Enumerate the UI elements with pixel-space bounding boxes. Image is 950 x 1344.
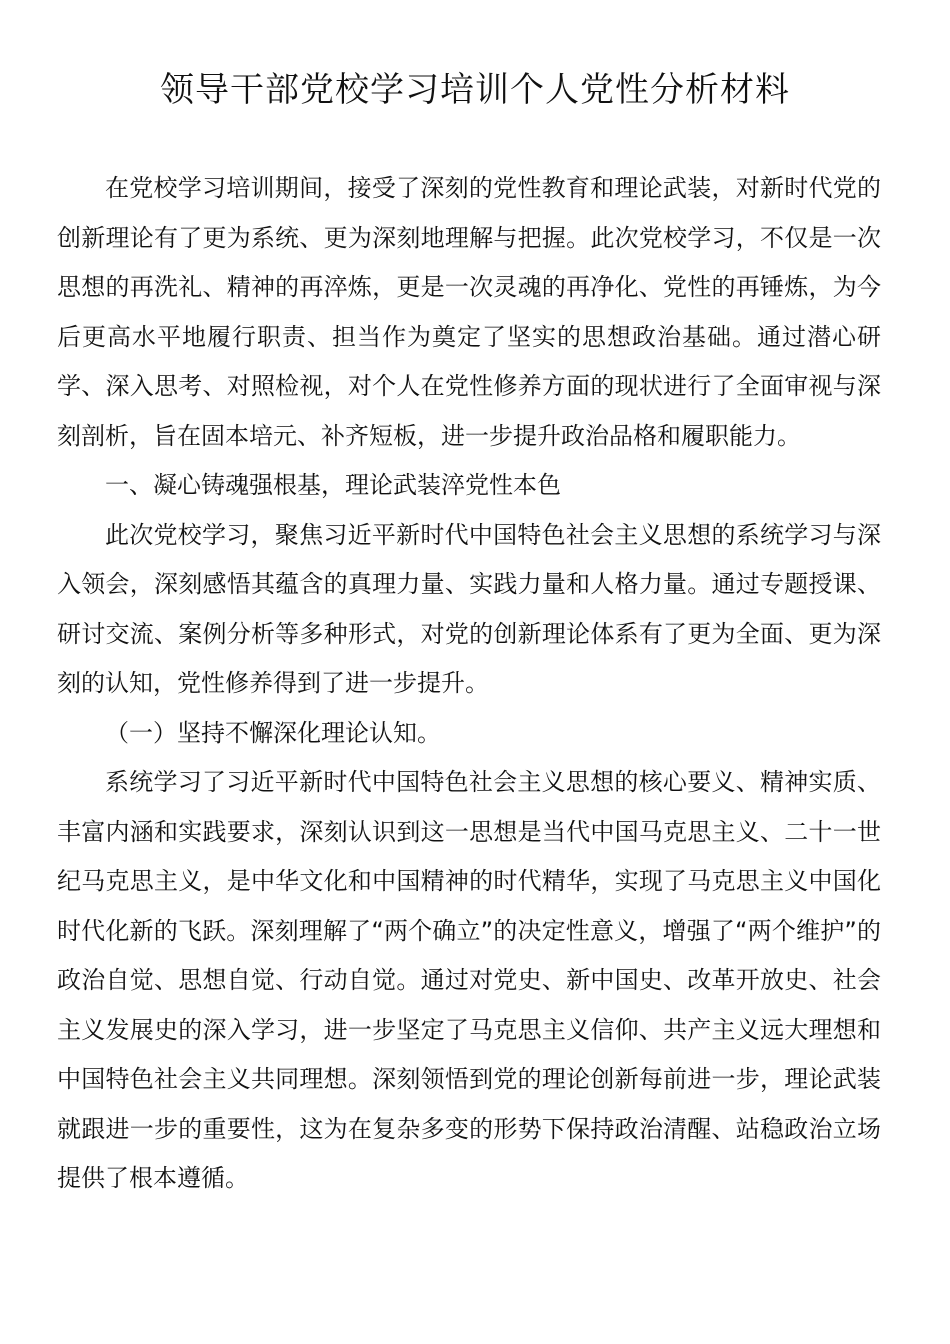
subsection-1-heading: （一）坚持不懈深化理论认知。 [105,718,441,747]
subsection-1-paragraph: 系统学习了习近平新时代中国特色社会主义思想的核心要义、精神实质、丰富内涵和实践要求，深刻认识到这一思想是当代中国马克思主义、二十一世纪马克思主义，是中华文化和中国精神的时代精华，实现了马克思主义中国化时代化新的飞跃。深刻理解了“两个确立”的决定性意义，增强了“两个维护”的政治自觉、思想自觉、行动自觉。通过对党史、新中国史、改革开放史、社会主义发展史的深入学习，进一步坚定了马克思主义信仰、共产主义远大理想和中国特色社会主义共同理想。深刻领悟到党的理论创新每前进一步，理论武装就跟进一步的重要性，这为在复杂多变的形势下保持政治清醒、站稳政治立场提供了根本遵循。 [57,768,881,1192]
intro-paragraph: 在党校学习培训期间，接受了深刻的党性教育和理论武装，对新时代党的创新理论有了更为系统、更为深刻地理解与把握。此次党校学习，不仅是一次思想的再洗礼、精神的再淬炼，更是一次灵魂的再净化、党性的再锤炼，为今后更高水平地履行职责、担当作为奠定了坚实的思想政治基础。通过潜心研学、深入思考、对照检视，对个人在党性修养方面的现状进行了全面审视与深刻剖析，旨在固本培元、补齐短板，进一步提升政治品格和履职能力。 [57,174,881,450]
section-1-paragraph: 此次党校学习，聚焦习近平新时代中国特色社会主义思想的系统学习与深入领会，深刻感悟其蕴含的真理力量、实践力量和人格力量。通过专题授课、研讨交流、案例分析等多种形式，对党的创新理论体系有了更为全面、更为深刻的认知，党性修养得到了进一步提升。 [57,520,881,697]
section-1-heading: 一、凝心铸魂强根基，理论武装淬党性本色 [105,471,561,499]
document-body [57,164,881,1204]
document-title: 领导干部党校学习培训个人党性分析材料 [160,70,790,110]
